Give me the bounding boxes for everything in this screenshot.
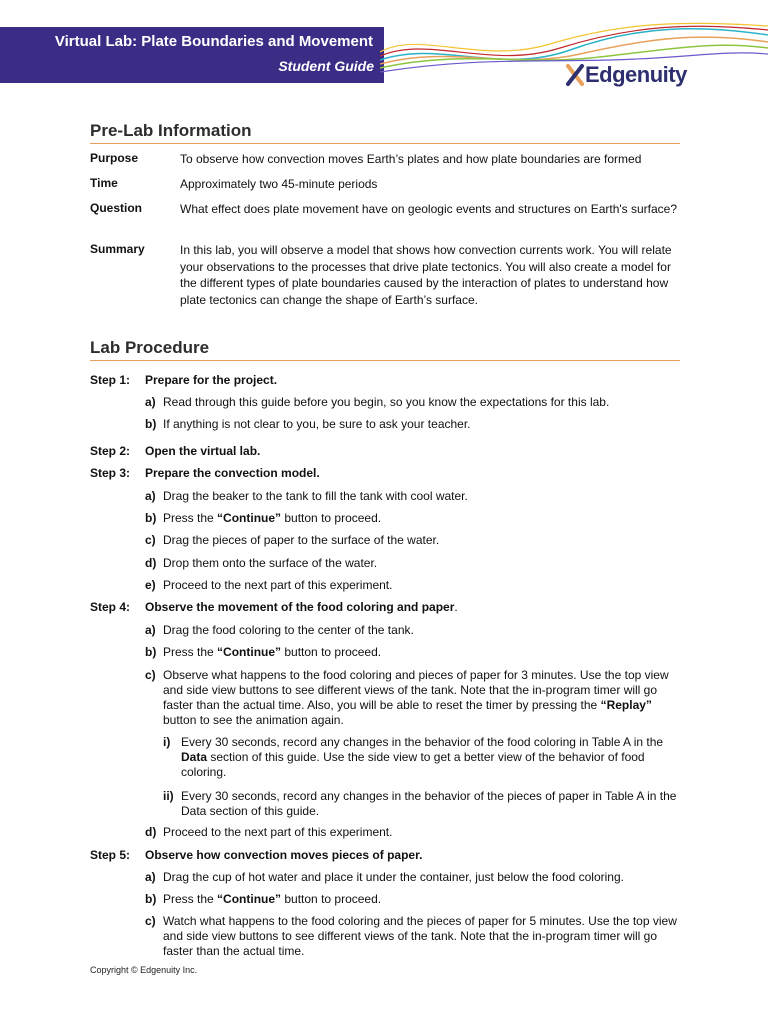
- step5-a-text: Drag the cup of hot water and place it under the container, just below the food coloring.: [163, 870, 624, 884]
- procedure-rule: [90, 360, 680, 361]
- step4-b-text: [163, 645, 683, 660]
- step3-d-letter: d): [145, 556, 157, 570]
- procedure-heading: Lab Procedure: [90, 338, 210, 357]
- step4-label: Step 4:: [90, 600, 131, 614]
- step1-a-text: Read through this guide before you begin, so you know the expectations for this lab.: [163, 395, 610, 409]
- edgenuity-x-icon: [565, 64, 585, 86]
- step4-title-period: .: [454, 600, 458, 614]
- step4-d-letter: d): [145, 825, 157, 839]
- continue-keyword: “Continue”: [217, 511, 282, 525]
- copyright-footer: Copyright © Edgenuity Inc.: [90, 965, 198, 975]
- purpose-text: To observe how convection moves Earth’s plates and how plate boundaries are formed: [180, 152, 642, 166]
- press-text: Press the: [163, 511, 218, 525]
- step3-c-letter: c): [145, 533, 156, 547]
- step3-a-letter: a): [145, 489, 156, 503]
- step4-title-text: Observe the movement of the food coloring and paper: [145, 600, 455, 614]
- step4-d-text: Proceed to the next part of this experiment.: [163, 825, 393, 839]
- proceed-text: button to proceed.: [281, 645, 382, 659]
- step1-title: Prepare for the project.: [145, 373, 278, 387]
- step3-e-letter: e): [145, 578, 156, 592]
- proceed-text: button to proceed.: [281, 511, 382, 525]
- question-text: What effect does plate movement have on geologic events and structures on Earth's surface?: [180, 202, 678, 216]
- record-coloring-text: Every 30 seconds, record any changes in the behavior of the food coloring in Table A in the: [181, 735, 664, 749]
- step3-b-text: [163, 511, 683, 526]
- step3-e-text: Proceed to the next part of this experiment.: [163, 578, 393, 592]
- step4-i-numeral: i): [163, 735, 171, 749]
- step5-c-letter: c): [145, 914, 156, 928]
- step4-i-text: [181, 735, 681, 780]
- prelab-rule: [90, 143, 680, 144]
- step4-a-letter: a): [145, 623, 156, 637]
- edgenuity-logo: [565, 62, 687, 88]
- step2-title: Open the virtual lab.: [145, 444, 261, 458]
- step1-label: Step 1:: [90, 373, 131, 387]
- step5-title: Observe how convection moves pieces of paper.: [145, 848, 423, 862]
- continue-keyword: “Continue”: [217, 892, 282, 906]
- step5-label: Step 5:: [90, 848, 131, 862]
- step3-label: Step 3:: [90, 466, 131, 480]
- logo-text: Edgenuity: [585, 62, 687, 87]
- replay-tail-text: button to see the animation again.: [163, 713, 344, 727]
- observe-text: Observe what happens to the food coloring and pieces of paper for 3 minutes. Use the top view and side view buttons to see different views of the tank. Note that the in-program timer will go faster than the actual time. Also, you will be able to reset the timer by pressing the: [163, 668, 669, 712]
- step2-label: Step 2:: [90, 444, 131, 458]
- step5-a-letter: a): [145, 870, 156, 884]
- step1-b-letter: b): [145, 417, 157, 431]
- continue-keyword: “Continue”: [217, 645, 282, 659]
- press-text: Press the: [163, 892, 218, 906]
- data-keyword: Data: [181, 750, 208, 764]
- proceed-text: button to proceed.: [281, 892, 382, 906]
- step4-c-letter: c): [145, 668, 156, 682]
- document-title: Virtual Lab: Plate Boundaries and Movement: [54, 33, 373, 50]
- step5-b-letter: b): [145, 892, 157, 906]
- replay-keyword: “Replay”: [600, 698, 652, 712]
- question-label: Question: [90, 201, 143, 215]
- step1-b-text: If anything is not clear to you, be sure to ask your teacher.: [163, 417, 471, 431]
- step4-b-letter: b): [145, 645, 157, 659]
- step3-a-text: Drag the beaker to the tank to fill the tank with cool water.: [163, 489, 468, 503]
- prelab-heading: Pre-Lab Information: [90, 121, 252, 140]
- step3-b-letter: b): [145, 511, 157, 525]
- header-band: [0, 27, 384, 83]
- record-coloring-tail: section of this guide. Use the side view to get a better view of the behavior of food coloring.: [181, 750, 645, 779]
- step4-ii-numeral: ii): [163, 789, 174, 803]
- step1-a-letter: a): [145, 395, 156, 409]
- step5-c-text: Watch what happens to the food coloring and the pieces of paper for 5 minutes. Use the top view and side view buttons to see different views of the tank. Note that the in-program timer will go faster than the actual time.: [163, 914, 677, 958]
- summary-label: Summary: [90, 242, 145, 256]
- time-label: Time: [90, 176, 118, 190]
- step3-c-text: Drag the pieces of paper to the surface of the water.: [163, 533, 440, 547]
- summary-text: In this lab, you will observe a model that shows how convection currents work. You will relate your observations to the processes that drive plate tectonics. You will also create a model for the different types of plate boundaries caused by the interaction of plates to understand how plate tectonics can change the shape of Earth’s surface.: [180, 243, 672, 307]
- step4-a-text: Drag the food coloring to the center of the tank.: [163, 623, 414, 637]
- time-text: Approximately two 45-minute periods: [180, 177, 378, 191]
- step3-title: Prepare the convection model.: [145, 466, 320, 480]
- step4-title: [145, 600, 685, 614]
- document-subtitle: Student Guide: [278, 58, 374, 74]
- step4-ii-text: Every 30 seconds, record any changes in the behavior of the pieces of paper in Table A in the Data section of this guide.: [181, 789, 677, 818]
- step3-d-text: Drop them onto the surface of the water.: [163, 556, 378, 570]
- press-text: Press the: [163, 645, 218, 659]
- step5-b-text: [163, 892, 683, 907]
- purpose-label: Purpose: [90, 151, 139, 165]
- step4-c-text: [163, 668, 683, 728]
